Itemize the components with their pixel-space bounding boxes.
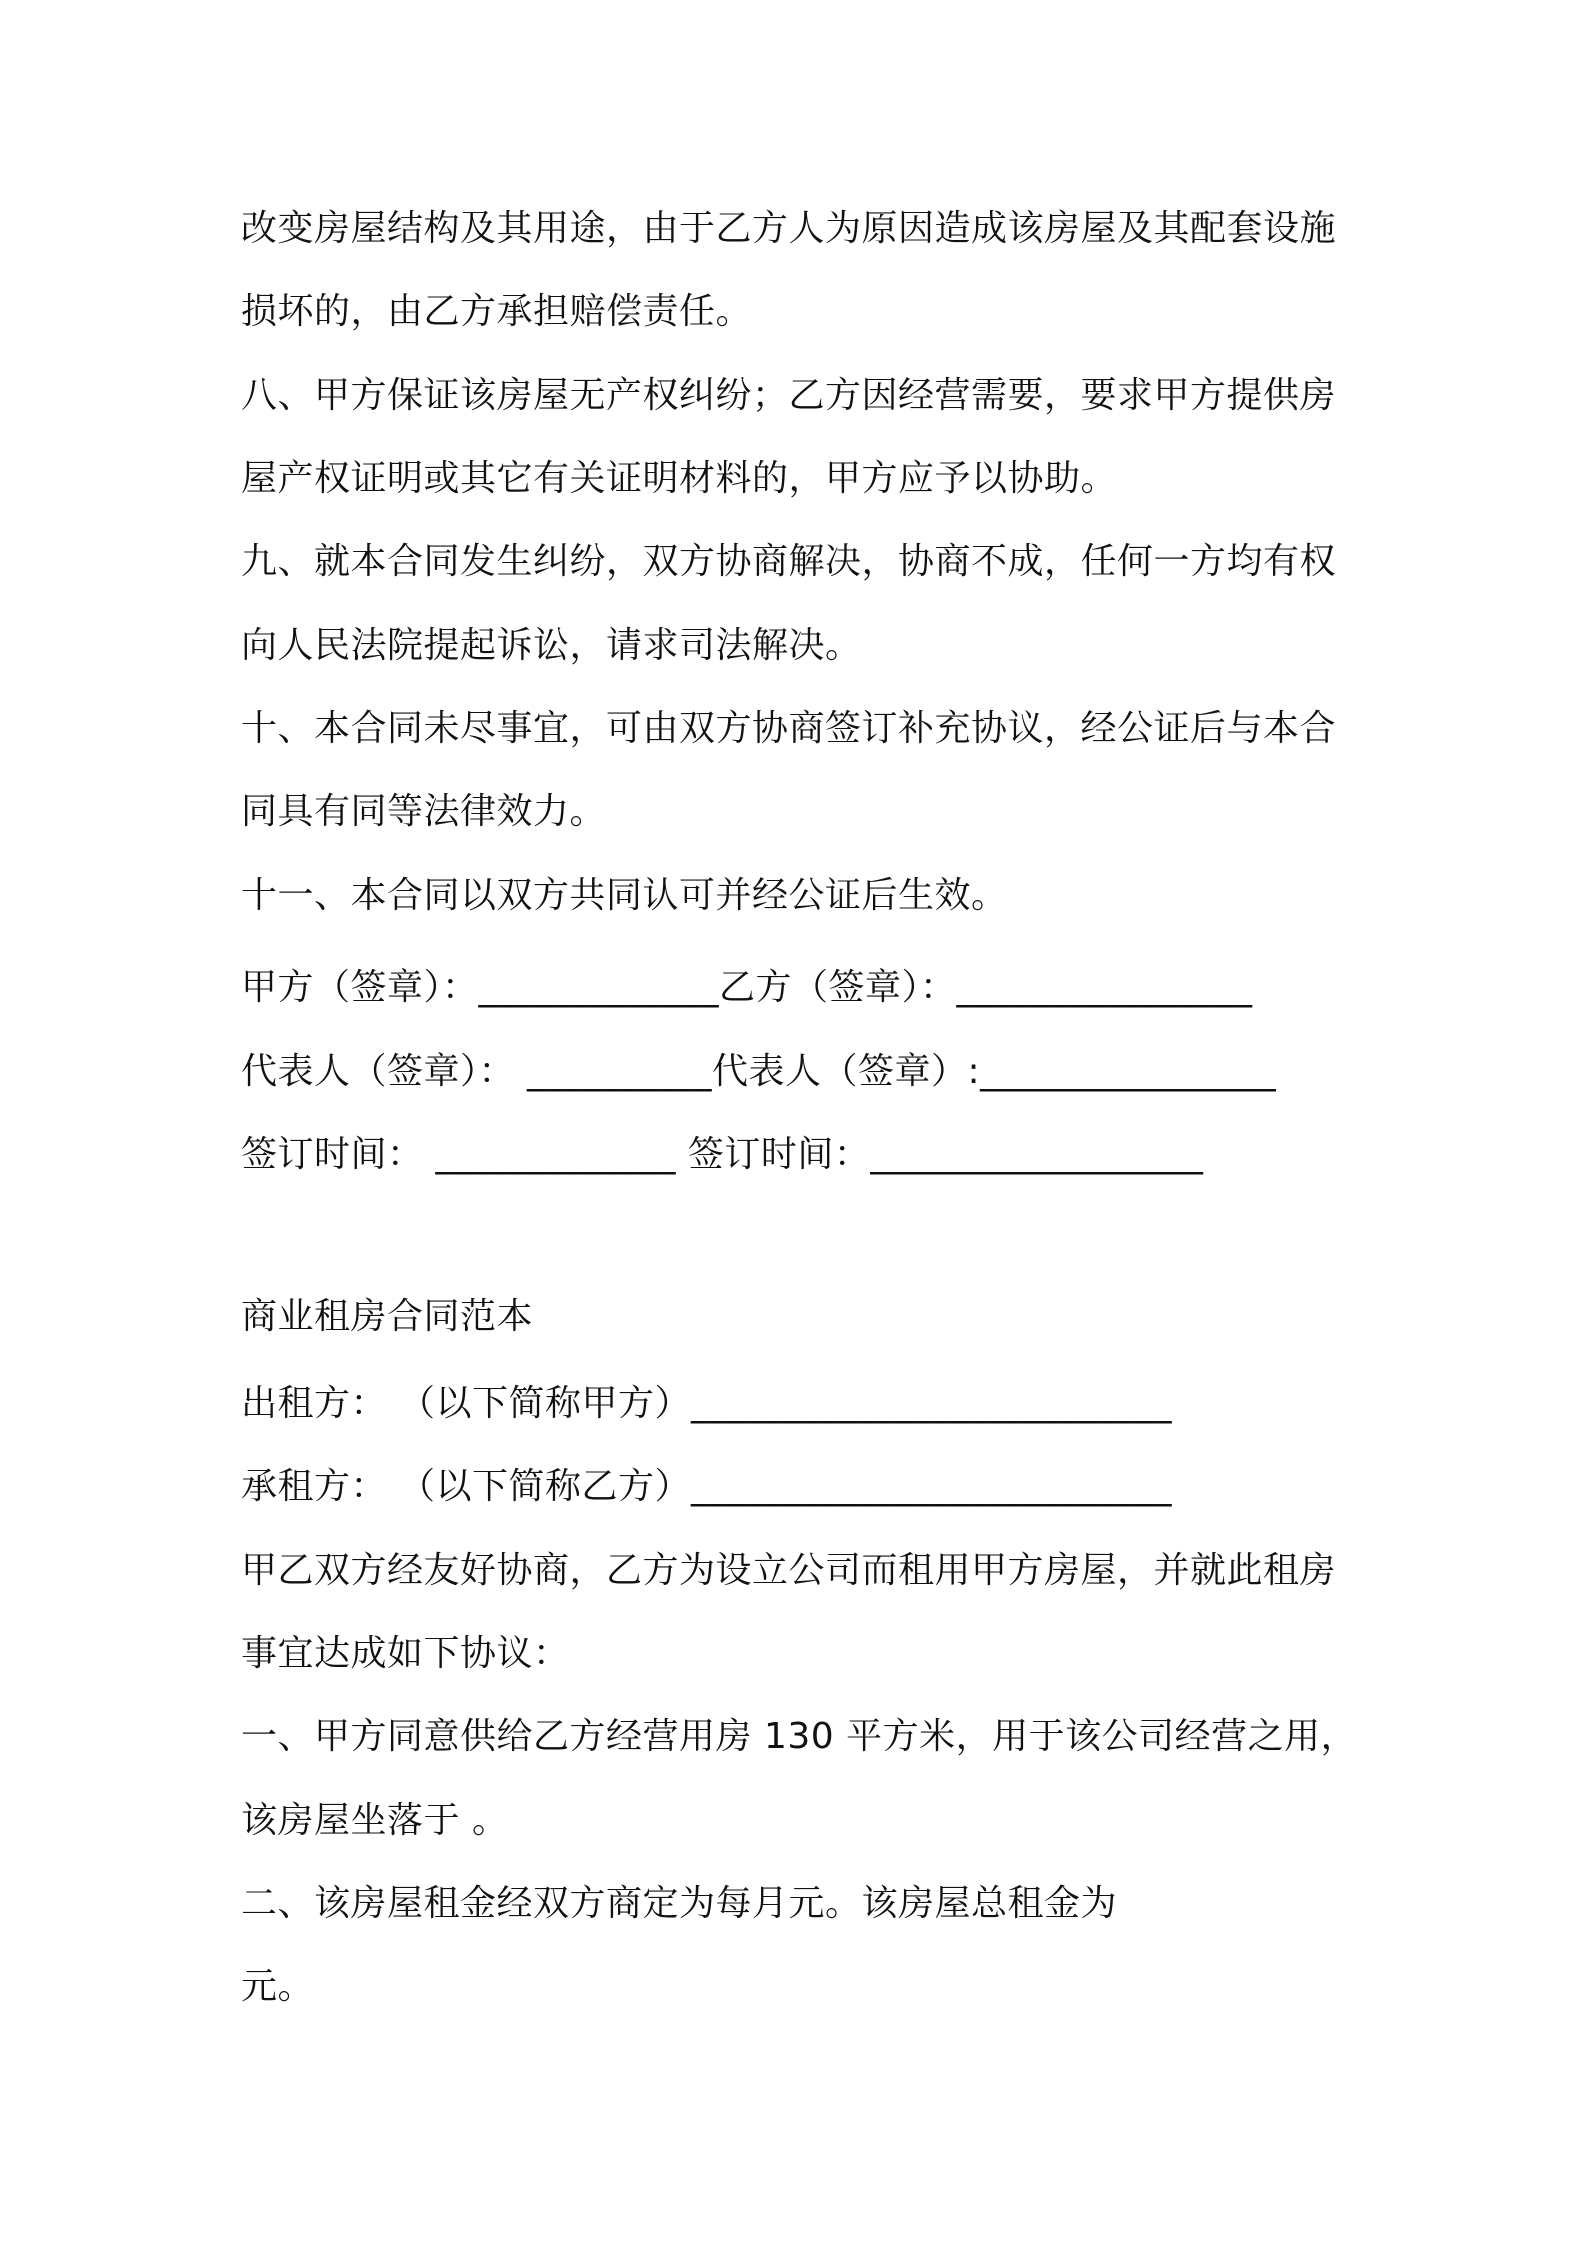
party-line: 承租方： （以下简称乙方）__________________________ — [241, 1466, 1172, 1507]
text-line: 改变房屋结构及其用途，由于乙方人为原因造成该房屋及其配套设施 — [241, 208, 1337, 249]
text-line: 元。 — [241, 1966, 315, 2007]
text-line: 损坏的，由乙方承担赔偿责任。 — [241, 291, 753, 332]
text-line: 二、该房屋租金经双方商定为每月元。该房屋总租金为 — [241, 1883, 1118, 1924]
party-line: 出租方： （以下简称甲方）__________________________ — [241, 1383, 1172, 1424]
text-line: 事宜达成如下协议： — [241, 1633, 570, 1674]
text-line: 该房屋坐落于 。 — [241, 1800, 509, 1841]
text-line: 向人民法院提起诉讼，请求司法解决。 — [241, 625, 862, 666]
signature-line: 代表人（签章）： __________代表人（签章）:________________ — [241, 1051, 1277, 1092]
text-line: 同具有同等法律效力。 — [241, 791, 607, 832]
signature-line: 签订时间： _____________ 签订时间：__________________ — [241, 1134, 1204, 1175]
text-line: 屋产权证明或其它有关证明材料的，甲方应予以协助。 — [241, 458, 1118, 499]
text-line: 甲乙双方经友好协商，乙方为设立公司而租用甲方房屋，并就此租房 — [241, 1550, 1337, 1591]
text-line: 八、甲方保证该房屋无产权纠纷；乙方因经营需要，要求甲方提供房 — [241, 375, 1337, 416]
text-line: 十、本合同未尽事宜，可由双方协商签订补充协议，经公证后与本合 — [241, 708, 1337, 749]
signature-line: 甲方（签章）：_____________乙方（签章）：________________ — [241, 967, 1253, 1008]
text-line: 九、就本合同发生纠纷，双方协商解决，协商不成，任何一方均有权 — [241, 541, 1337, 582]
text-line: 十一、本合同以双方共同认可并经公证后生效。 — [241, 875, 1008, 916]
section-title: 商业租房合同范本 — [241, 1296, 534, 1337]
text-line: 一、甲方同意供给乙方经营用房 130 平方米，用于该公司经营之用， — [241, 1716, 1358, 1757]
